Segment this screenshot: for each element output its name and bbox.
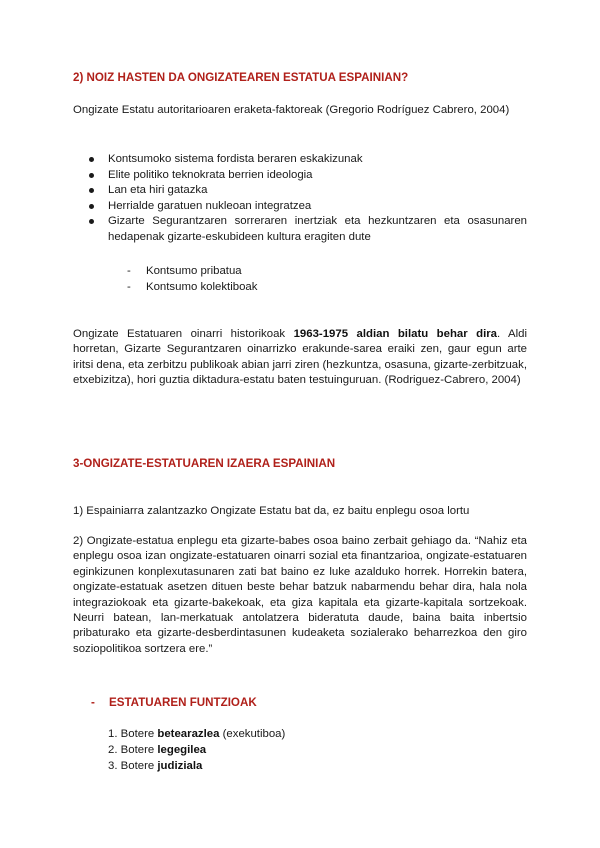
list-item: - Kontsumo pribatua — [127, 264, 257, 280]
bullet-icon — [89, 188, 94, 193]
emphasis-period: 1963-1975 aldian bilatu behar dira — [293, 328, 498, 340]
section-2-heading: 2) NOIZ HASTEN DA ONGIZATEAREN ESTATUA ESPAINIAN? — [73, 71, 409, 84]
list-item: - Kontsumo kolektiboak — [127, 280, 257, 296]
list-item: Gizarte Segurantzaren sorreraren inertziak eta hezkuntzaren eta osasunaren hedapenak gizarte-eskubideen kultura eragiten dute — [73, 214, 527, 245]
list-item: Kontsumoko sistema fordista beraren eskakizunak — [73, 152, 527, 168]
consumption-dash-list — [127, 264, 257, 295]
bullet-icon — [89, 204, 94, 209]
list-item: Lan eta hiri gatazka — [73, 183, 527, 199]
functions-numbered-list — [108, 727, 285, 774]
dash-icon: - — [127, 280, 131, 293]
list-item: Herrialde garatuen nukleoan integratzea — [73, 199, 527, 215]
section-2-intro: Ongizate Estatu autoritarioaren eraketa-faktoreak (Gregorio Rodríguez Cabrero, 2004) — [73, 104, 510, 116]
functions-heading: - ESTATUAREN FUNTZIOAK — [91, 696, 257, 709]
list-item: 3. Botere judiziala — [108, 759, 203, 772]
section-3-heading: 3-ONGIZATE-ESTATUAREN IZAERA ESPAINIAN — [73, 457, 336, 470]
section-3-point-2: 2) Ongizate-estatua enplegu eta gizarte-babes osoa baino zerbait gehiago da. “Nahiz eta enplegu osoa izan ongizate-estatuaren oinarri sozial eta finantzarioa, ongizate-estatuaren eginkizunen konplexutasunaren zati bat baino ez luke azalduko horrek. Horrekin batera, ongizate-estatuak asetzen dituen beste behar batzuk nabarmendu behar dira, hala nola integraziokoak eta gizarte-bakekoak, eta giza kapitala eta gizarte-kapitala sortzekoak. Neurri batean, lan-merkatuak antolatzera bideratuta daude, baina baita inbertsio pribaturako eta gizarte-desberdintasunen kudeaketa sozialerako beharrezkoa den giro soziopolitikoa sortzera ere.” — [73, 535, 527, 655]
list-item: Elite politiko teknokrata berrien ideologia — [73, 168, 527, 184]
bullet-icon — [89, 173, 94, 178]
dash-icon: - — [91, 696, 95, 709]
section-3-point-1: 1) Espainiarra zalantzazko Ongizate Estatu bat da, ez baitu enplegu osoa lortu — [73, 505, 470, 517]
list-item: 2. Botere legegilea — [108, 743, 207, 756]
bullet-icon — [89, 157, 94, 162]
bullet-icon — [89, 219, 94, 224]
factors-bullet-list — [73, 152, 527, 246]
historical-foundations-paragraph: Ongizate Estatuaren oinarri historikoak 1963-1975 aldian bilatu behar dira. Aldi horretan, Gizarte Segurantzaren oinarrizko erakunde-sarea eraiki zen, gaur egun arte iritsi dena, eta zerbitzu publikoak abian jarri ziren (hezkuntza, osasuna, gizarte-zerbitzuak, etxebizitza), hori guztia diktadura-estatu baten testuinguruan. (Rodriguez-Cabrero, 2004) — [73, 328, 527, 387]
list-item: 1. Botere betearazlea (exekutiboa) — [108, 728, 286, 740]
dash-icon: - — [127, 265, 131, 277]
